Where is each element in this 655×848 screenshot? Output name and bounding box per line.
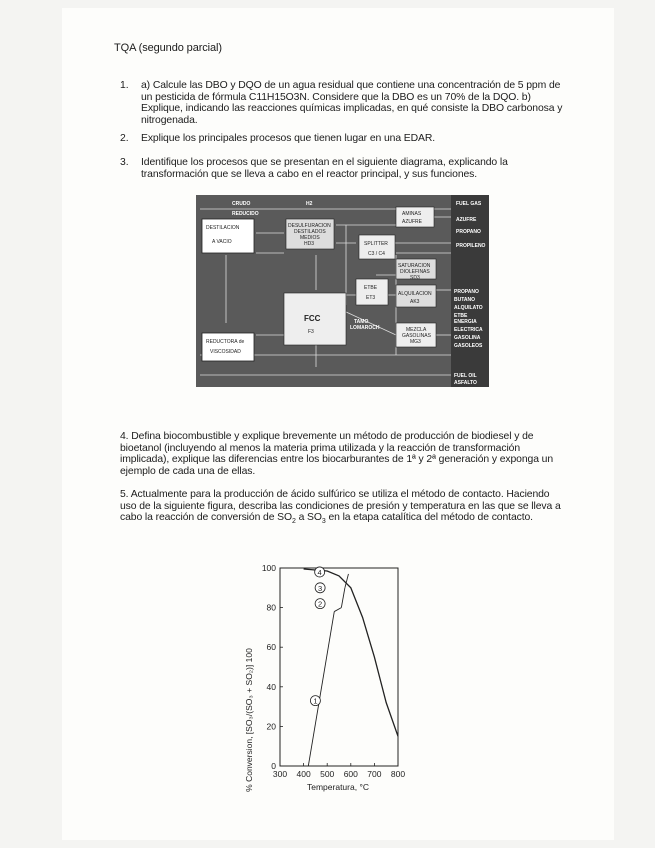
diag-gasolinas: GASOLINAS xyxy=(402,333,431,339)
diag-viscosidad: VISCOSIDAD xyxy=(210,349,241,355)
x-tick-label-600: 600 xyxy=(343,769,358,779)
q5-text xyxy=(120,489,565,528)
chart-frame xyxy=(280,568,398,766)
diag-mezcla: MEZCLA xyxy=(406,327,427,333)
q5-sub2: 3 xyxy=(321,518,326,526)
y-tick-label-80: 80 xyxy=(266,602,276,613)
q4-number: 4. xyxy=(120,431,129,442)
q5-part3: en la etapa catalítica del método de contacto. xyxy=(325,512,533,524)
conversion-chart-svg xyxy=(238,560,418,800)
diag-reductora: REDUCTORA de xyxy=(206,339,245,345)
conversion-chart xyxy=(238,560,418,800)
diag-fuel-gas: FUEL GAS xyxy=(456,201,482,207)
q4-body: Defina biocombustible y explique brevemente un método de producción de biodiesel y de bioetanol (incluyendo al menos la materia prima utilizada y la reacción de transformación implicada), explique las diferencias entre los biocarburantes de 1ª y 2ª generación y exponga un ejemplo de cada una de ellas. xyxy=(120,431,554,477)
diag-product-7: GASOLEOS xyxy=(454,343,483,349)
y-tick-label-40: 40 xyxy=(266,681,276,692)
diag-sd3: SD3 xyxy=(410,275,420,281)
diag-et3: ET3 xyxy=(366,295,376,301)
diag-h2: H2 xyxy=(306,201,313,207)
series-line-1 xyxy=(334,608,341,612)
x-tick-label-800: 800 xyxy=(390,769,406,779)
marker-label-2: 2 xyxy=(318,599,323,609)
diag-destilacion: DESTILACION xyxy=(206,225,240,231)
diag-propileno: PROPILENO xyxy=(456,243,486,249)
diag-tamo: TAMO xyxy=(354,319,369,325)
diag-lomaroch: LOMAROCH xyxy=(350,325,380,331)
diag-crudo: CRUDO xyxy=(232,201,251,207)
diag-desulfuracion: DESULFURACION xyxy=(288,223,331,229)
q3-number: 3. xyxy=(120,157,129,168)
q1-number: 1. xyxy=(120,80,129,91)
diag-splitter: SPLITTER xyxy=(364,241,388,247)
q5-part1: Actualmente para la producción de ácido sulfúrico se utiliza el método de contacto. Haciendo uso de la siguiente figura, describa las condiciones de presión y temperatura en las que se lleva a cabo la reacción de conversión de SO xyxy=(120,489,561,524)
q5-sub1: 2 xyxy=(292,518,296,526)
y-tick-label-20: 20 xyxy=(266,721,276,732)
diag-etbe: ETBE xyxy=(364,285,378,291)
diag-saturacion: SATURACION xyxy=(398,263,431,269)
q2-number: 2. xyxy=(120,133,129,144)
marker-label-4: 4 xyxy=(317,567,322,577)
diag-mg3: MG3 xyxy=(410,339,421,345)
y-tick-label-100: 100 xyxy=(261,563,276,573)
chart-xlabel: Temperatura, °C xyxy=(307,782,369,792)
diag-medios: MEDIOS xyxy=(300,235,320,241)
diag-alquilacion: ALQUILACION xyxy=(398,291,432,297)
q4-text xyxy=(120,431,565,477)
q3-text: Identifique los procesos que se presentan en el siguiente diagrama, explicando la transformación que se lleva a cabo en el reactor principal, y sus funciones. xyxy=(141,157,508,180)
diag-product-8: FUEL OIL xyxy=(454,373,477,379)
marker-label-1: 1 xyxy=(313,696,318,706)
x-tick-label-400: 400 xyxy=(296,769,311,779)
diag-product-4: ENERGIA xyxy=(454,319,477,325)
diag-reducido: REDUCIDO xyxy=(232,211,259,217)
y-tick-label-60: 60 xyxy=(266,642,276,653)
diag-destilados: DESTILADOS xyxy=(294,229,326,235)
refinery-diagram xyxy=(196,195,489,387)
diag-a-vacio: A VACIO xyxy=(212,239,232,245)
x-tick-label-300: 300 xyxy=(272,769,288,779)
diag-azufre-unit: AZUFRE xyxy=(402,219,422,225)
diag-c3c4: C3 / C4 xyxy=(368,251,385,257)
series-line-0 xyxy=(308,612,334,766)
x-tick-label-500: 500 xyxy=(320,769,335,779)
diag-aminas: AMINAS xyxy=(402,211,422,217)
diag-f3: F3 xyxy=(308,329,314,335)
diag-product-9: ASFALTO xyxy=(454,380,477,386)
diag-fcc: FCC xyxy=(304,314,321,323)
diag-product-2: ALQUILATO xyxy=(454,305,483,311)
q5-number: 5. xyxy=(120,489,129,500)
diag-azufre: AZUFRE xyxy=(456,217,477,223)
chart-ylabel: % Conversion, [SO₃/(SO₃ + SO₂)] 100 xyxy=(244,648,254,792)
diag-product-3: ETBE xyxy=(454,313,468,319)
diag-ak3: AK3 xyxy=(410,299,420,305)
q1-text: a) Calcule las DBO y DQO de un agua residual que contiene una concentración de 5 ppm de un pesticida de fórmula C11H15O3N. Considere que la DBO es un 70% de la DQO. b) Explique, indicando las reacciones químicas implicadas, en qué consiste la DBO carbonosa y nitrogenada. xyxy=(141,80,563,126)
q5-part2: a SO xyxy=(295,512,322,524)
marker-label-3: 3 xyxy=(318,583,323,593)
diag-hd3: HD3 xyxy=(304,241,315,247)
series-line-2 xyxy=(341,588,345,608)
diag-product-6: GASOLINA xyxy=(454,335,481,341)
y-tick-label-0: 0 xyxy=(271,761,276,771)
document-title: TQA (segundo parcial) xyxy=(114,42,222,54)
diag-product-0: PROPANO xyxy=(454,289,479,295)
diag-propano-top: PROPANO xyxy=(456,229,481,235)
x-tick-label-700: 700 xyxy=(367,769,382,779)
diag-diolefinas: DIOLEFINAS xyxy=(400,269,430,275)
q2-text: Explique los principales procesos que tienen lugar en una EDAR. xyxy=(141,133,436,144)
diag-product-1: BUTANO xyxy=(454,297,476,303)
diag-product-5: ELECTRICA xyxy=(454,327,483,333)
